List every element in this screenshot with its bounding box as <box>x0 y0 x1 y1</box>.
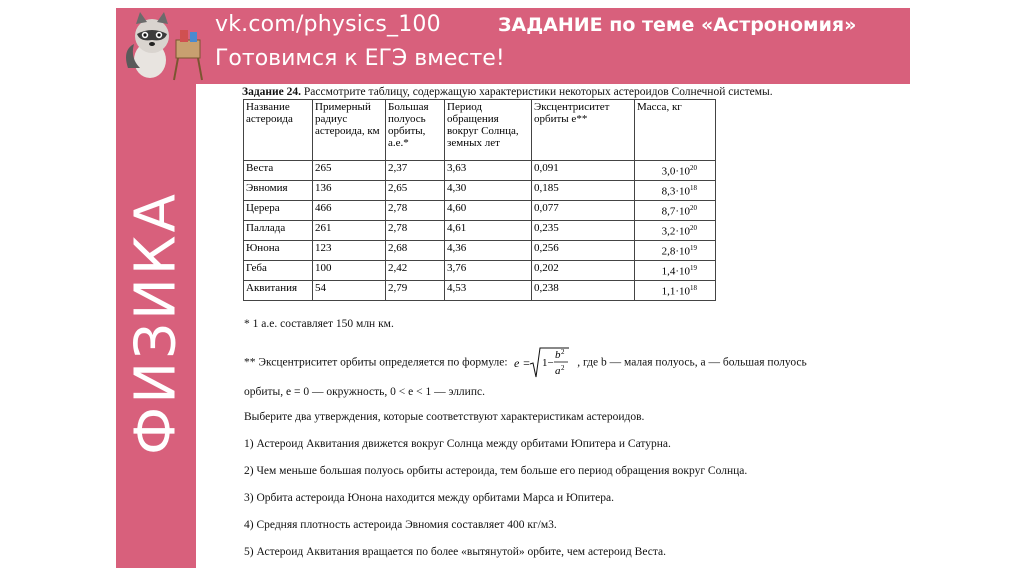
raccoon-mascot-icon <box>120 10 212 82</box>
asteroid-radius: 54 <box>313 281 386 301</box>
asteroid-mass <box>635 281 716 301</box>
table-row <box>244 201 716 221</box>
asteroid-name: Паллада <box>244 221 313 241</box>
asteroid-name: Юнона <box>244 241 313 261</box>
asteroid-mass <box>635 181 716 201</box>
formula-pow-b: 2 <box>561 348 565 356</box>
semi-major-axis: 2,65 <box>386 181 445 201</box>
eccentricity: 0,235 <box>532 221 635 241</box>
task-number: Задание 24. <box>242 86 301 98</box>
col-header: Масса, кг <box>635 100 716 161</box>
answer-option: 4) Средняя плотность астероида Эвномия составляет 400 кг/м3. <box>244 519 557 531</box>
formula-b: b <box>555 349 561 361</box>
asteroid-mass <box>635 161 716 181</box>
orbital-period: 4,61 <box>445 221 532 241</box>
answer-option: 2) Чем меньше большая полуось орбиты астероида, тем больше его период обращения вокруг Солнца. <box>244 465 748 477</box>
asteroid-table <box>243 99 716 301</box>
semi-major-axis: 2,79 <box>386 281 445 301</box>
table-row <box>244 221 716 241</box>
task-intro <box>242 86 858 98</box>
orbital-period: 3,76 <box>445 261 532 281</box>
eccentricity: 0,091 <box>532 161 635 181</box>
task-document <box>238 84 858 98</box>
mass-mantissa: 2,8·10 <box>661 245 690 258</box>
note-eccentricity <box>244 346 807 380</box>
mass-mantissa: 3,0·10 <box>661 165 690 178</box>
tagline: Готовимся к ЕГЭ вместе! <box>215 46 505 71</box>
table-row <box>244 181 716 201</box>
mass-exponent: 18 <box>690 284 697 292</box>
mass-exponent: 19 <box>690 244 697 252</box>
note-au: * 1 а.е. составляет 150 млн км. <box>244 318 394 330</box>
eccentricity: 0,202 <box>532 261 635 281</box>
semi-major-axis: 2,78 <box>386 201 445 221</box>
asteroid-mass <box>635 261 716 281</box>
asteroid-radius: 100 <box>313 261 386 281</box>
answer-option: 3) Орбита астероида Юнона находится между орбитами Марса и Юпитера. <box>244 492 614 504</box>
mass-exponent: 20 <box>690 164 697 172</box>
eccentricity: 0,238 <box>532 281 635 301</box>
answer-option: 5) Астероид Аквитания вращается по более «вытянутой» орбите, чем астероид Веста. <box>244 546 666 558</box>
semi-major-axis: 2,68 <box>386 241 445 261</box>
table-row <box>244 261 716 281</box>
question-text: Выберите два утверждения, которые соответствуют характеристикам астероидов. <box>244 411 645 423</box>
asteroid-radius: 466 <box>313 201 386 221</box>
table-row <box>244 281 716 301</box>
asteroid-mass <box>635 201 716 221</box>
asteroid-mass <box>635 241 716 261</box>
col-header: Период обращения вокруг Солнца, земных лет <box>445 100 532 161</box>
col-header: Название астероида <box>244 100 313 161</box>
answer-option: 1) Астероид Аквитания движется вокруг Солнца между орбитами Юпитера и Сатурна. <box>244 438 671 450</box>
asteroid-name: Эвномия <box>244 181 313 201</box>
svg-text:1−: 1− <box>542 357 555 369</box>
asteroid-name: Церера <box>244 201 313 221</box>
asteroid-radius: 136 <box>313 181 386 201</box>
formula-a: a <box>555 365 561 377</box>
table-header-row <box>244 100 716 161</box>
semi-major-axis: 2,78 <box>386 221 445 241</box>
asteroid-name: Веста <box>244 161 313 181</box>
col-header: Эксцентриситет орбиты e** <box>532 100 635 161</box>
asteroid-name: Аквитания <box>244 281 313 301</box>
task-intro-text: Рассмотрите таблицу, содержащую характеристики некоторых астероидов Солнечной системы. <box>303 86 773 98</box>
mass-mantissa: 8,3·10 <box>661 185 690 198</box>
mass-exponent: 20 <box>690 224 697 232</box>
asteroid-name: Геба <box>244 261 313 281</box>
mass-mantissa: 1,4·10 <box>661 265 690 278</box>
col-header: Примерный радиус астероида, км <box>313 100 386 161</box>
table-row <box>244 241 716 261</box>
table-row <box>244 161 716 181</box>
semi-major-axis: 2,42 <box>386 261 445 281</box>
orbital-period: 3,63 <box>445 161 532 181</box>
mass-mantissa: 8,7·10 <box>661 205 690 218</box>
eccentricity: 0,077 <box>532 201 635 221</box>
orbital-period: 4,36 <box>445 241 532 261</box>
note-eccentricity-end: , где b — малая полуось, a — большая полуось <box>577 356 807 369</box>
eccentricity: 0,256 <box>532 241 635 261</box>
asteroid-radius: 123 <box>313 241 386 261</box>
asteroid-radius: 261 <box>313 221 386 241</box>
orbital-period: 4,53 <box>445 281 532 301</box>
mass-exponent: 18 <box>690 184 697 192</box>
eccentricity: 0,185 <box>532 181 635 201</box>
formula-e: e = <box>514 356 531 370</box>
orbital-period: 4,60 <box>445 201 532 221</box>
mass-mantissa: 3,2·10 <box>661 225 690 238</box>
mass-exponent: 20 <box>690 204 697 212</box>
note-eccentricity-cont: орбиты, e = 0 — окружность, 0 < e < 1 — эллипс. <box>244 386 485 398</box>
semi-major-axis: 2,37 <box>386 161 445 181</box>
orbital-period: 4,30 <box>445 181 532 201</box>
eccentricity-formula <box>514 346 570 380</box>
formula-pow-a: 2 <box>561 364 565 372</box>
asteroid-radius: 265 <box>313 161 386 181</box>
vk-link[interactable]: vk.com/physics_100 <box>215 12 441 37</box>
page-title: ЗАДАНИЕ по теме «Астрономия» <box>498 14 857 36</box>
col-header: Большая полуось орбиты, а.е.* <box>386 100 445 161</box>
note-eccentricity-start: ** Эксцентриситет орбиты определяется по формуле: <box>244 356 508 369</box>
mass-mantissa: 1,1·10 <box>661 285 690 298</box>
asteroid-mass <box>635 221 716 241</box>
subject-label: ФИЗИКА <box>123 191 189 455</box>
mass-exponent: 19 <box>690 264 697 272</box>
